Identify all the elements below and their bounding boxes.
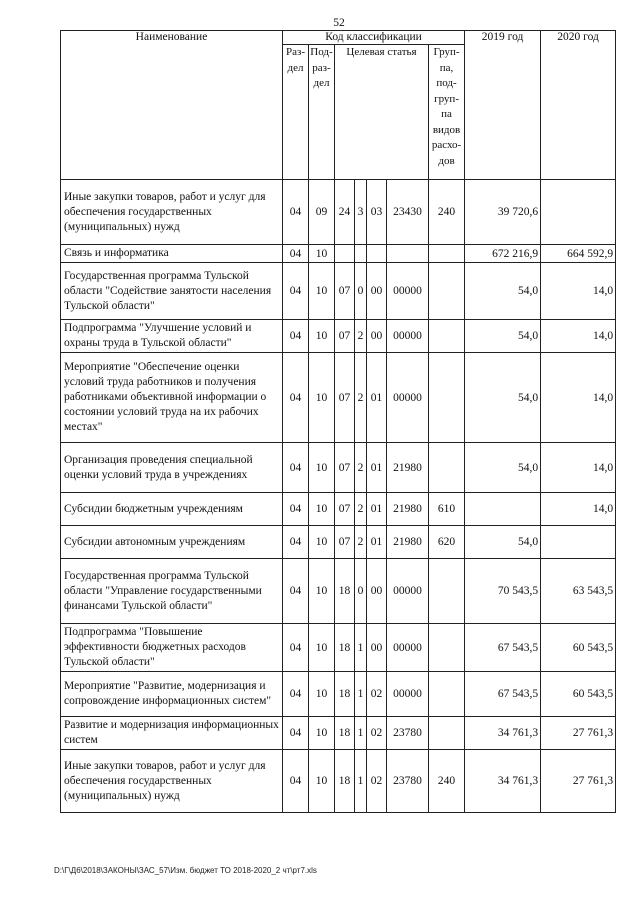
cell-pr: 10 [309,353,335,443]
table-header [61,31,616,180]
cell-y2 [541,180,616,245]
cell-rz: 04 [283,320,309,353]
cell-y2: 63 543,5 [541,559,616,624]
cell-y2: 664 592,9 [541,245,616,263]
table-row [61,750,616,813]
cell-vr [429,263,465,320]
header-razdel: Раз- дел [283,45,309,180]
header-podrazdel: Под- раз- дел [309,45,335,180]
cell-t3: 03 [367,180,387,245]
cell-t1: 18 [335,750,355,813]
cell-t1: 18 [335,717,355,750]
cell-t2: 2 [355,526,367,559]
cell-y2: 60 543,5 [541,624,616,672]
cell-vr: 240 [429,180,465,245]
table-row [61,320,616,353]
cell-t2: 2 [355,353,367,443]
cell-t4: 00000 [387,559,429,624]
cell-y2: 14,0 [541,353,616,443]
cell-t1: 07 [335,443,355,493]
budget-table [60,30,616,813]
cell-y1 [465,493,541,526]
cell-t1: 07 [335,263,355,320]
cell-pr: 10 [309,263,335,320]
cell-y2: 27 761,3 [541,717,616,750]
cell-pr: 10 [309,493,335,526]
cell-pr: 10 [309,717,335,750]
cell-t2: 1 [355,624,367,672]
table-row [61,263,616,320]
cell-y2: 60 543,5 [541,672,616,717]
cell-rz: 04 [283,624,309,672]
cell-y2 [541,526,616,559]
cell-y2: 14,0 [541,443,616,493]
cell-t4: 23780 [387,717,429,750]
cell-t3: 02 [367,672,387,717]
cell-name: Государственная программа Тульской области "Управление государственными финансами Тульской области" [61,559,283,624]
cell-name: Связь и информатика [61,245,283,263]
header-expense-group: Груп- па, под- груп- па видов расхо- дов [429,45,465,180]
cell-rz: 04 [283,526,309,559]
cell-t1: 07 [335,526,355,559]
cell-y1: 54,0 [465,320,541,353]
cell-rz: 04 [283,559,309,624]
cell-vr [429,717,465,750]
cell-rz: 04 [283,180,309,245]
cell-vr [429,559,465,624]
cell-t3: 01 [367,526,387,559]
cell-name: Подпрограмма "Улучшение условий и охраны труда в Тульской области" [61,320,283,353]
cell-vr [429,624,465,672]
cell-y1: 54,0 [465,263,541,320]
cell-t2: 2 [355,320,367,353]
cell-t2: 1 [355,750,367,813]
cell-t4: 00000 [387,263,429,320]
table-row [61,180,616,245]
cell-t4: 21980 [387,493,429,526]
cell-t4: 21980 [387,443,429,493]
cell-name: Государственная программа Тульской области "Содействие занятости населения Тульской области" [61,263,283,320]
file-path-footer: D:\Г\Д6\2018\ЗАКОНЫ\ЗАС_57\Изм. бюджет ТО 2018-2020_2 чт\рт7.xls [54,866,317,875]
cell-y2: 14,0 [541,263,616,320]
header-target-article: Целевая статья [335,45,429,180]
cell-t1: 24 [335,180,355,245]
cell-t2: 0 [355,559,367,624]
cell-pr: 10 [309,245,335,263]
cell-vr [429,245,465,263]
cell-pr: 10 [309,624,335,672]
cell-t2: 1 [355,672,367,717]
cell-t2: 1 [355,717,367,750]
cell-rz: 04 [283,245,309,263]
cell-t4 [387,245,429,263]
table-row [61,624,616,672]
cell-name: Организация проведения специальной оценки условий труда в учреждениях [61,443,283,493]
cell-t2 [355,245,367,263]
cell-t3: 00 [367,263,387,320]
cell-t2: 0 [355,263,367,320]
cell-t3: 01 [367,443,387,493]
cell-name: Мероприятие "Обеспечение оценки условий труда работников и получения работниками объективной информации о состоянии условий труда на их рабочих местах" [61,353,283,443]
cell-t4: 00000 [387,624,429,672]
cell-rz: 04 [283,443,309,493]
cell-rz: 04 [283,672,309,717]
cell-t1: 18 [335,624,355,672]
cell-vr: 240 [429,750,465,813]
cell-vr: 620 [429,526,465,559]
cell-pr: 10 [309,320,335,353]
table-row [61,443,616,493]
cell-t2: 2 [355,443,367,493]
cell-y1: 54,0 [465,526,541,559]
cell-vr [429,320,465,353]
cell-name: Подпрограмма "Повышение эффективности бюджетных расходов Тульской области" [61,624,283,672]
cell-t3 [367,245,387,263]
cell-vr: 610 [429,493,465,526]
cell-pr: 10 [309,672,335,717]
cell-t1: 18 [335,559,355,624]
cell-t1 [335,245,355,263]
cell-rz: 04 [283,493,309,526]
cell-y1: 34 761,3 [465,717,541,750]
cell-t4: 00000 [387,672,429,717]
cell-name: Мероприятие "Развитие, модернизация и сопровождение информационных систем" [61,672,283,717]
table-row [61,717,616,750]
cell-pr: 10 [309,526,335,559]
header-name: Наименование [61,31,283,180]
cell-y1: 39 720,6 [465,180,541,245]
cell-t1: 18 [335,672,355,717]
cell-t1: 07 [335,353,355,443]
cell-t3: 00 [367,559,387,624]
table-body [61,180,616,813]
table-row [61,493,616,526]
cell-t2: 2 [355,493,367,526]
cell-y2: 14,0 [541,320,616,353]
cell-name: Субсидии бюджетным учреждениям [61,493,283,526]
table-row [61,245,616,263]
cell-t3: 02 [367,717,387,750]
header-year-2019: 2019 год [465,31,541,180]
cell-name: Субсидии автономным учреждениям [61,526,283,559]
cell-rz: 04 [283,263,309,320]
cell-t4: 21980 [387,526,429,559]
cell-t1: 07 [335,320,355,353]
cell-name: Иные закупки товаров, работ и услуг для обеспечения государственных (муниципальных) нужд [61,750,283,813]
cell-t1: 07 [335,493,355,526]
cell-pr: 10 [309,559,335,624]
cell-pr: 10 [309,443,335,493]
cell-t2: 3 [355,180,367,245]
cell-vr [429,672,465,717]
cell-pr: 09 [309,180,335,245]
table-row [61,672,616,717]
cell-y1: 70 543,5 [465,559,541,624]
cell-t3: 02 [367,750,387,813]
header-year-2020: 2020 год [541,31,616,180]
cell-y1: 672 216,9 [465,245,541,263]
cell-y1: 54,0 [465,353,541,443]
cell-rz: 04 [283,717,309,750]
cell-y2: 14,0 [541,493,616,526]
cell-t4: 00000 [387,320,429,353]
cell-t3: 01 [367,353,387,443]
cell-y1: 67 543,5 [465,624,541,672]
cell-t3: 01 [367,493,387,526]
cell-t4: 23430 [387,180,429,245]
table-row [61,353,616,443]
cell-y1: 54,0 [465,443,541,493]
cell-pr: 10 [309,750,335,813]
cell-y1: 67 543,5 [465,672,541,717]
cell-rz: 04 [283,750,309,813]
cell-t3: 00 [367,320,387,353]
table-row [61,526,616,559]
cell-vr [429,353,465,443]
table-row [61,559,616,624]
cell-name: Развитие и модернизация информационных систем [61,717,283,750]
page-number: 52 [333,17,345,29]
header-code: Код классификации [283,31,465,45]
cell-t4: 00000 [387,353,429,443]
cell-rz: 04 [283,353,309,443]
cell-name: Иные закупки товаров, работ и услуг для обеспечения государственных (муниципальных) нужд [61,180,283,245]
cell-t4: 23780 [387,750,429,813]
cell-vr [429,443,465,493]
cell-y2: 27 761,3 [541,750,616,813]
cell-t3: 00 [367,624,387,672]
cell-y1: 34 761,3 [465,750,541,813]
